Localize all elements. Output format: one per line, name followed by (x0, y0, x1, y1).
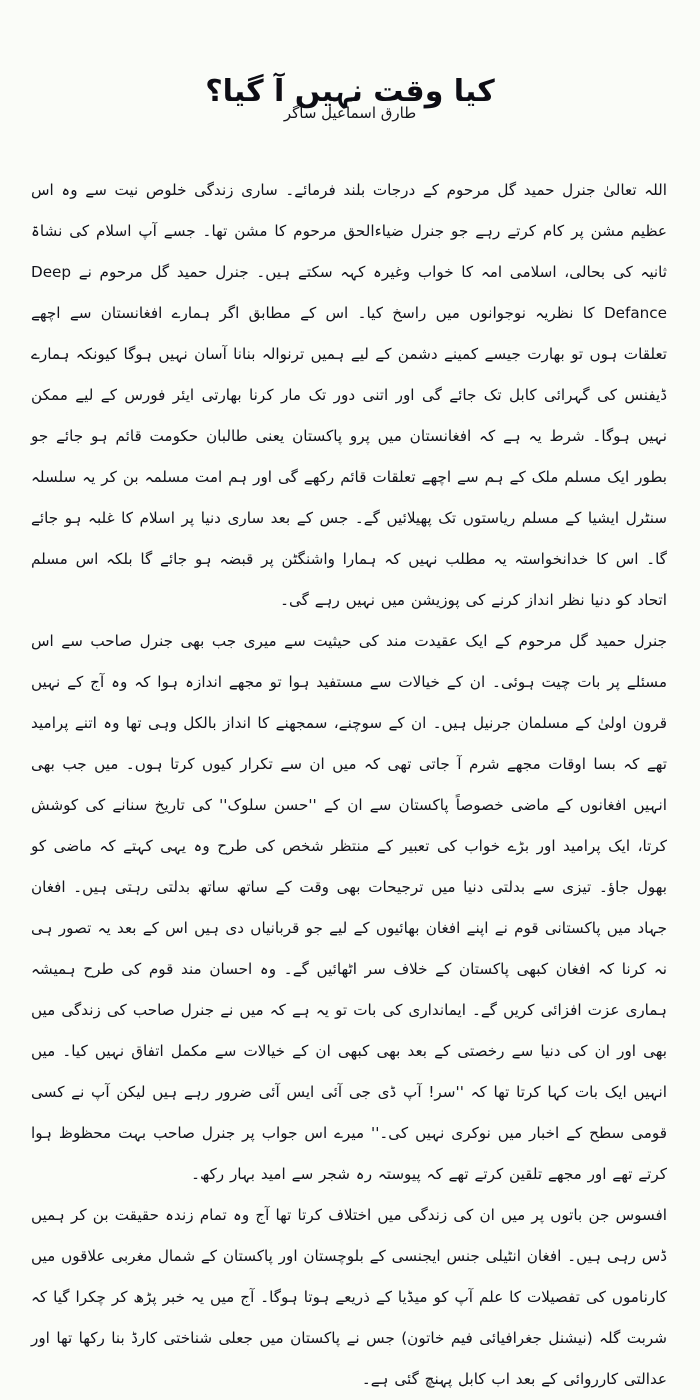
article-title: کیا وقت نہیں آ گیا؟ (205, 74, 495, 110)
article-paragraph: جنرل حمید گل مرحوم کے ایک عقیدت مند کی حیثیت سے میری جب بھی جنرل صاحب سے اس مسئلے پر بات چیت ہوئی۔ ان کے خیالات سے مستفید ہوا تو مجھے اندازہ ہوا کہ وہ آج کے نہیں قرون اولیٰ کے مسلمان جرنیل ہیں۔ ان کے سوچنے، سمجھنے کا انداز بالکل وہی تھا وہ اتنے پرامید تھے کہ بسا اوقات مجھے شرم آ جاتی تھی کہ میں ان سے تکرار کیوں کرتا ہوں۔ میں جب بھی انہیں افغانوں کے ماضی خصوصاً پاکستان سے ان کے ''حسن سلوک'' کی تاریخ سنانے کی کوشش کرتا، ایک پرامید اور بڑے خواب کی تعبیر کے منتظر شخص کی طرح وہ یہی کہتے کہ ماضی کو بھول جاؤ۔ تیزی سے بدلتی دنیا میں ترجیحات بھی وقت کے ساتھ ساتھ بدلتی رہتی ہیں۔ افغان جہاد میں پاکستانی قوم نے اپنے افغان بھائیوں کے لیے جو قربانیاں دی ہیں اس کے بعد یہ تصور ہی نہ کرنا کہ افغان کبھی پاکستان کے خلاف سر اٹھائیں گے۔ وہ احسان مند قوم کی طرح ہمیشہ ہماری عزت افزائی کریں گے۔ ایمانداری کی بات تو یہ ہے کہ میں نے جنرل صاحب کی زندگی میں بھی اور ان کی دنیا سے رخصتی کے بعد بھی کبھی ان کے خیالات سے مکمل اتفاق نہیں کیا۔ میں انہیں ایک بات کہا کرتا تھا کہ ''سر! آپ ڈی جی آئی ایس آئی ضرور رہے ہیں لیکن آپ نے کسی قومی سطح کے اخبار میں نوکری نہیں کی۔'' میرے اس جواب پر جنرل صاحب بہت محظوظ ہوا کرتے تھے اور مجھے تلقین کرتے تھے کہ پیوستہ رہ شجر سے امید بہار رکھ۔ (31, 632, 667, 1183)
article-byline-author: طارق اسماعیل ساگر (283, 104, 417, 122)
article-body (31, 170, 667, 1400)
article-paragraph: اللہ تعالیٰ جنرل حمید گل مرحوم کے درجات بلند فرمائے۔ ساری زندگی خلوص نیت سے وہ اس عظیم مشن پر کام کرتے رہے جو جنرل ضیاءالحق مرحوم کا مشن تھا۔ جسے آپ اسلام کی نشاۃ ثانیہ کی بحالی، اسلامی امہ کا خواب وغیرہ کہہ سکتے ہیں۔ جنرل حمید گل مرحوم نے Deep Defance کا نظریہ نوجوانوں میں راسخ کیا۔ اس کے مطابق اگر ہمارے افغانستان سے اچھے تعلقات ہوں تو بھارت جیسے کمینے دشمن کے لیے ہمیں ترنوالہ بنانا آسان نہیں ہوگا کیونکہ ہمارے ڈیفنس کی گہرائی کابل تک جائے گی اور اتنی دور تک مار کرنا بھارتی ایئر فورس کے لیے ممکن نہیں ہوگا۔ شرط یہ ہے کہ افغانستان میں پرو پاکستان یعنی طالبان حکومت قائم ہو جائے جو بطور ایک مسلم ملک کے ہم سے اچھے تعلقات قائم رکھے گی اور ہم امت مسلمہ بن کر یہ سلسلہ سنٹرل ایشیا کے مسلم ریاستوں تک پھیلائیں گے۔ جس کے بعد ساری دنیا پر اسلام کا غلبہ ہو جائے گا۔ اس کا خدانخواستہ یہ مطلب نہیں کہ ہمارا واشنگٹن پر قبضہ ہو جائے گا بلکہ اس مسلم اتحاد کو دنیا نظر انداز کرنے کی پوزیشن میں نہیں رہے گی۔ (31, 181, 667, 609)
article-paragraph: افسوس جن باتوں پر میں ان کی زندگی میں اختلاف کرتا تھا آج وہ تمام زندہ حقیقت بن کر ہمیں ڈس رہی ہیں۔ افغان انٹیلی جنس ایجنسی کے بلوچستان اور پاکستان کے شمال مغربی علاقوں میں کارناموں کی تفصیلات کا علم آپ کو میڈیا کے ذریعے ہوتا ہوگا۔ آج میں یہ خبر پڑھ کر چکرا گیا کہ شربت گلہ (نیشنل جغرافیائی فیم خاتون) جس نے پاکستان میں جعلی شناختی کارڈ بنا رکھا تھا اور عدالتی کارروائی کے بعد اب کابل پہنچ گئی ہے۔ (31, 1206, 667, 1388)
